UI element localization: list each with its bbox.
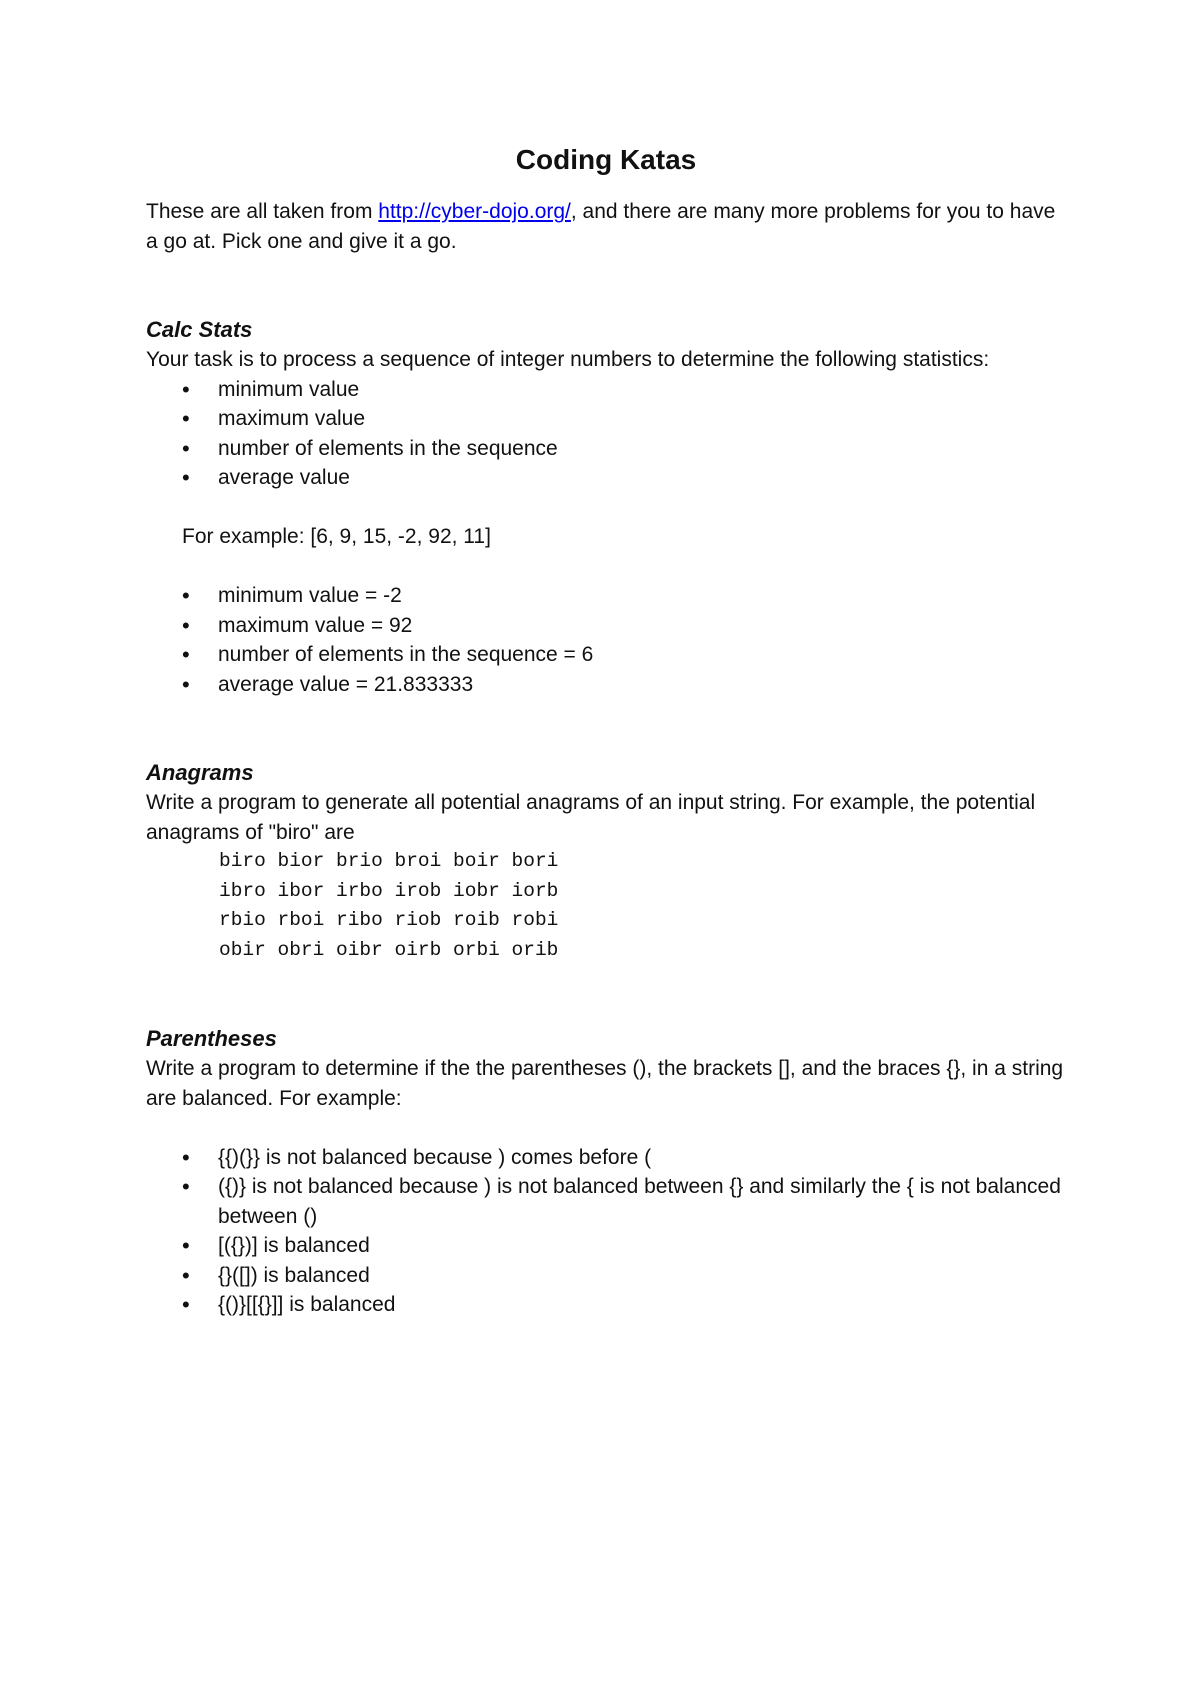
list-item: • {}([]) is balanced: [146, 1261, 1066, 1291]
list-item: • maximum value = 92: [146, 611, 1066, 641]
calc-stats-results: [146, 581, 1066, 699]
document-page: [146, 140, 1066, 1320]
anagrams-description: Write a program to generate all potential anagrams of an input string. For example, the potential anagrams of "biro" are: [146, 791, 1036, 844]
list-item: • [({})] is balanced: [146, 1231, 1066, 1261]
list-item: • {{)(}} is not balanced because ) comes before (: [146, 1143, 1066, 1173]
calc-stats-heading: Calc Stats: [146, 317, 253, 342]
anagrams-row: rbio rboi ribo riob roib robi: [219, 909, 559, 931]
spacer: [146, 1113, 1066, 1143]
list-item: • {()}[[{}]] is balanced: [146, 1290, 1066, 1320]
spacer: [146, 552, 1066, 582]
spacer: [146, 699, 1066, 758]
intro-text-before: These are all taken from: [146, 200, 379, 223]
spacer: [146, 493, 1066, 523]
intro-text-after: , and there are many more problems for you to have a go at. Pick one and give it a go.: [146, 200, 1056, 253]
calc-stats-description: Your task is to process a sequence of integer numbers to determine the following statistics:: [146, 348, 990, 371]
list-item: • number of elements in the sequence: [146, 434, 1066, 464]
parentheses-heading: Parentheses: [146, 1026, 277, 1051]
list-item: • number of elements in the sequence = 6: [146, 640, 1066, 670]
anagrams-row: biro bior brio broi boir bori: [219, 850, 559, 872]
calc-stats-example: For example: [6, 9, 15, -2, 92, 11]: [182, 525, 491, 548]
anagrams-row: ibro ibor irbo irob iobr iorb: [219, 879, 559, 902]
list-item: • minimum value: [146, 375, 1066, 405]
list-item: • ({)} is not balanced because ) is not balanced between {} and similarly the { is not balanced between (): [146, 1172, 1066, 1231]
spacer: [146, 965, 1066, 1024]
list-item: • minimum value = -2: [146, 581, 1066, 611]
parentheses-description: Write a program to determine if the the parentheses (), the brackets [], and the braces {}, in a string are balanced. For example:: [146, 1057, 1064, 1110]
calc-stats-section: [146, 315, 1066, 699]
cyber-dojo-link[interactable]: http://cyber-dojo.org/: [378, 200, 571, 223]
calc-stats-list: [146, 375, 1066, 493]
page-title: Coding Katas: [515, 144, 697, 175]
parentheses-list: [146, 1143, 1066, 1320]
list-item: • average value: [146, 463, 1066, 493]
intro-paragraph: [146, 197, 1066, 256]
spacer: [146, 256, 1066, 315]
list-item: • maximum value: [146, 404, 1066, 434]
parentheses-section: [146, 1024, 1066, 1320]
anagrams-section: [146, 758, 1066, 965]
anagrams-row: obir obri oibr oirb orbi orib: [219, 938, 559, 961]
list-item: • average value = 21.833333: [146, 670, 1066, 700]
anagrams-heading: Anagrams: [146, 760, 254, 785]
